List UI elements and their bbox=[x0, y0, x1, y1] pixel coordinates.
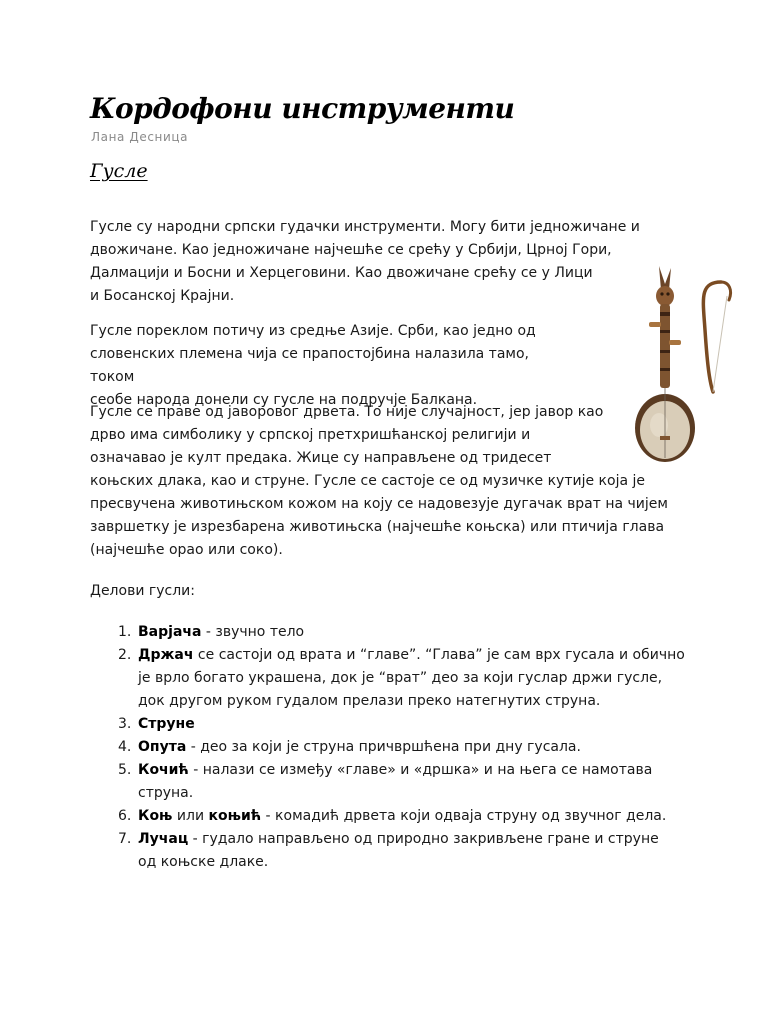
text-line: Гусле се праве од јаворовог дрвета. То није случајност, јер јавор као bbox=[90, 404, 604, 420]
list-number: 4. bbox=[118, 739, 132, 755]
text-line: (најчешће орао или соко). bbox=[90, 542, 283, 558]
list-number: 3. bbox=[118, 716, 132, 732]
part-description: или bbox=[172, 808, 209, 824]
bow-image bbox=[703, 282, 730, 392]
carved-head-image bbox=[656, 266, 674, 306]
part-description: - гудало направљено од природно закривљене гране и струне bbox=[188, 831, 659, 847]
part-description: струна. bbox=[138, 785, 194, 801]
list-number: 5. bbox=[118, 762, 132, 778]
part-description: од коњске длаке. bbox=[138, 854, 269, 870]
neck-image bbox=[649, 304, 681, 388]
paragraph-origin bbox=[90, 320, 570, 412]
list-number: 1. bbox=[118, 624, 132, 640]
part-term: Држач bbox=[138, 647, 194, 663]
page-title: Кордофони инструменти bbox=[90, 92, 515, 125]
list-item bbox=[96, 736, 686, 759]
paragraph-intro bbox=[90, 216, 650, 308]
text-line: Гусле су народни српски гудачки инструменти. Могу бити једножичане и bbox=[90, 219, 640, 235]
parts-list bbox=[96, 621, 686, 874]
list-item bbox=[96, 713, 686, 736]
list-item bbox=[96, 828, 686, 874]
list-item bbox=[96, 644, 686, 713]
part-term: Варјача bbox=[138, 624, 202, 640]
part-term: Струне bbox=[138, 716, 195, 732]
part-description: се састоји од врата и “главе”. “Глава” је сам врх гусала и обично bbox=[193, 647, 685, 663]
part-term: коњић bbox=[208, 808, 262, 824]
part-term: Опута bbox=[138, 739, 187, 755]
part-description: је врло богато украшена, док је “врат” део за који гуслар држи гусле, bbox=[138, 670, 663, 686]
parts-intro: Делови гусли: bbox=[90, 583, 195, 599]
part-term: Коњ bbox=[138, 808, 173, 824]
paragraph-construction bbox=[90, 401, 680, 562]
text-line: словенских племена чија се прапостојбина налазила тамо, током bbox=[90, 346, 529, 385]
section-heading: Гусле bbox=[90, 160, 148, 182]
part-term: Лучац bbox=[138, 831, 189, 847]
list-item bbox=[96, 759, 686, 805]
part-description: - комадић дрвета који одваја струну од звучног дела. bbox=[261, 808, 667, 824]
text-line: пресвучена животињском кожом на коју се надовезује дугачак врат на чијем bbox=[90, 496, 668, 512]
list-number: 6. bbox=[118, 808, 132, 824]
part-description: - звучно тело bbox=[201, 624, 305, 640]
list-number: 2. bbox=[118, 647, 132, 663]
text-line: коњских длака, као и струне. Гусле се састоје се од музичке кутије која је bbox=[90, 473, 645, 489]
list-number: 7. bbox=[118, 831, 132, 847]
text-line: завршетку је изрезбарена животињска (најчешће коњска) или птичија глава bbox=[90, 519, 665, 535]
list-item bbox=[96, 621, 686, 644]
text-line: сеобе народа донели су гусле на подручје Балкана. bbox=[90, 392, 478, 408]
part-description: - налази се између «главе» и «дршка» и на њега се намотава bbox=[188, 762, 653, 778]
text-line: двожичане. Као једножичане најчешће се срећу у Србији, Црној Гори, bbox=[90, 242, 612, 258]
text-line: дрво има симболику у српској претхришћанској религији и bbox=[90, 427, 531, 443]
author-name: Лана Десница bbox=[91, 130, 189, 144]
list-item bbox=[96, 805, 686, 828]
text-line: Гусле пореклом потичу из средње Азије. Срби, као једно од bbox=[90, 323, 536, 339]
part-description: док другом руком гудалом прелази преко натегнутих струна. bbox=[138, 693, 601, 709]
part-description: - део за који је струна причвршћена при дну гусала. bbox=[186, 739, 581, 755]
part-term: Кочић bbox=[138, 762, 189, 778]
soundbox-image bbox=[635, 388, 695, 462]
text-line: Далмацији и Босни и Херцеговини. Као двожичане срећу се у Лици bbox=[90, 265, 593, 281]
gusle-illustration bbox=[629, 260, 745, 470]
text-line: и Босанској Крајни. bbox=[90, 288, 235, 304]
text-line: означавао је култ предака. Жице су направљене од тридесет bbox=[90, 450, 552, 466]
